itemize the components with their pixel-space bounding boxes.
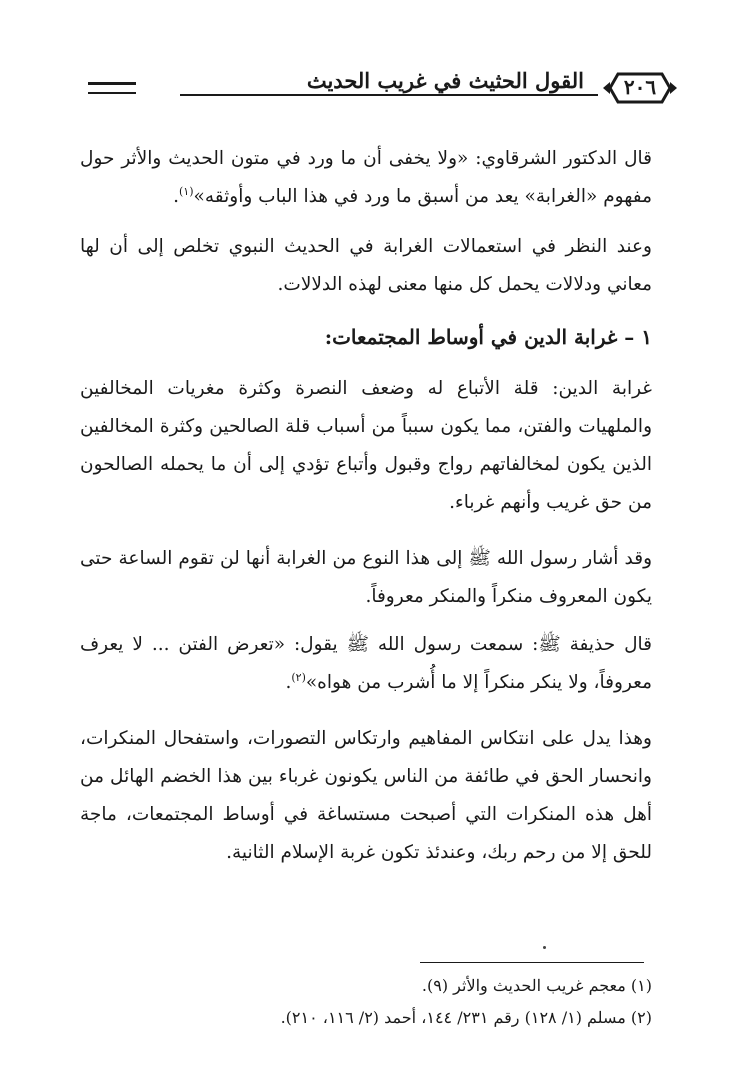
paragraph-4: وقد أشار رسول الله ﷺ إلى هذا النوع من الغرابة أنها لن تقوم الساعة حتى يكون المعروف منكراً والمنكر معروفاً. bbox=[80, 548, 652, 607]
header-rule bbox=[180, 94, 598, 96]
page-number: ٢٠٦ bbox=[623, 75, 657, 99]
paragraph-1-text: قال الدكتور الشرقاوي: «ولا يخفى أن ما ورد في متون الحديث والأثر حول مفهوم «الغرابة» يعد من أسبق ما ورد في هذا الباب وأوثقه» bbox=[80, 148, 652, 207]
paragraph-5: قال حذيفة ﷺ: سمعت رسول الله ﷺ يقول: «تعرض الفتن ... لا يعرف معروفاً، ولا ينكر منكراً إلا ما أُشرب من هواه»$^{(٢)}$. bbox=[80, 634, 652, 693]
header-double-rule bbox=[88, 82, 136, 94]
footnote-ref-2: (٢) bbox=[291, 670, 306, 684]
separator-dot bbox=[543, 946, 546, 949]
footnote-1: (١) معجم غريب الحديث والأثر (٩). bbox=[421, 976, 652, 995]
paragraph-3: غرابة الدين: قلة الأتباع له وضعف النصرة وكثرة مغريات المخالفين والملهيات والفتن، مما يكون سبباً من أسباب قلة الصالحين وكثرة المخالفين الذين يكون لمخالفاتهم رواج وقبول وأتباع تؤدي إلى أن ما يحمله الصالحون من حق غريب وأنهم غرباء. bbox=[80, 378, 652, 513]
section-heading: ١ – غرابة الدين في أوساط المجتمعات: bbox=[324, 325, 652, 349]
paragraph-6: وهذا يدل على انتكاس المفاهيم وارتكاس التصورات، واستفحال المنكرات، وانحسار الحق في طائفة من الناس يكونون غرباء بين هذا الخضم الهائل من أهل هذه المنكرات التي أصبحت مستساغة في أوساط المجتمعات، ماجة للحق إلا من رحم ربك، وعندئذ تكون غربة الإسلام الثانية. bbox=[80, 728, 652, 863]
paragraph-2: وعند النظر في استعمالات الغرابة في الحديث النبوي تخلص إلى أن لها معاني ودلالات يحمل كل منها معنى لهذه الدلالات. bbox=[80, 236, 652, 295]
footnote-ref-1: (١) bbox=[179, 184, 194, 198]
running-header bbox=[88, 68, 678, 112]
footnote-2: (٢) مسلم (١/ ١٢٨) رقم ٢٣١/ ١٤٤، أحمد (٢/ ١١٦، ٢١٠). bbox=[280, 1008, 652, 1027]
paragraph-1: قال الدكتور الشرقاوي: «ولا يخفى أن ما ورد في متون الحديث والأثر حول مفهوم «الغرابة» يعد من أسبق ما ورد في هذا الباب وأوثقه»$^{(١)}$. bbox=[80, 148, 652, 207]
header-title: القول الحثيث في غريب الحديث bbox=[306, 68, 584, 93]
paragraph-5-text: قال حذيفة ﷺ: سمعت رسول الله ﷺ يقول: «تعرض الفتن ... لا يعرف معروفاً، ولا ينكر منكراً إلا ما أُشرب من هواه» bbox=[80, 634, 652, 693]
footnote-separator bbox=[420, 962, 644, 963]
